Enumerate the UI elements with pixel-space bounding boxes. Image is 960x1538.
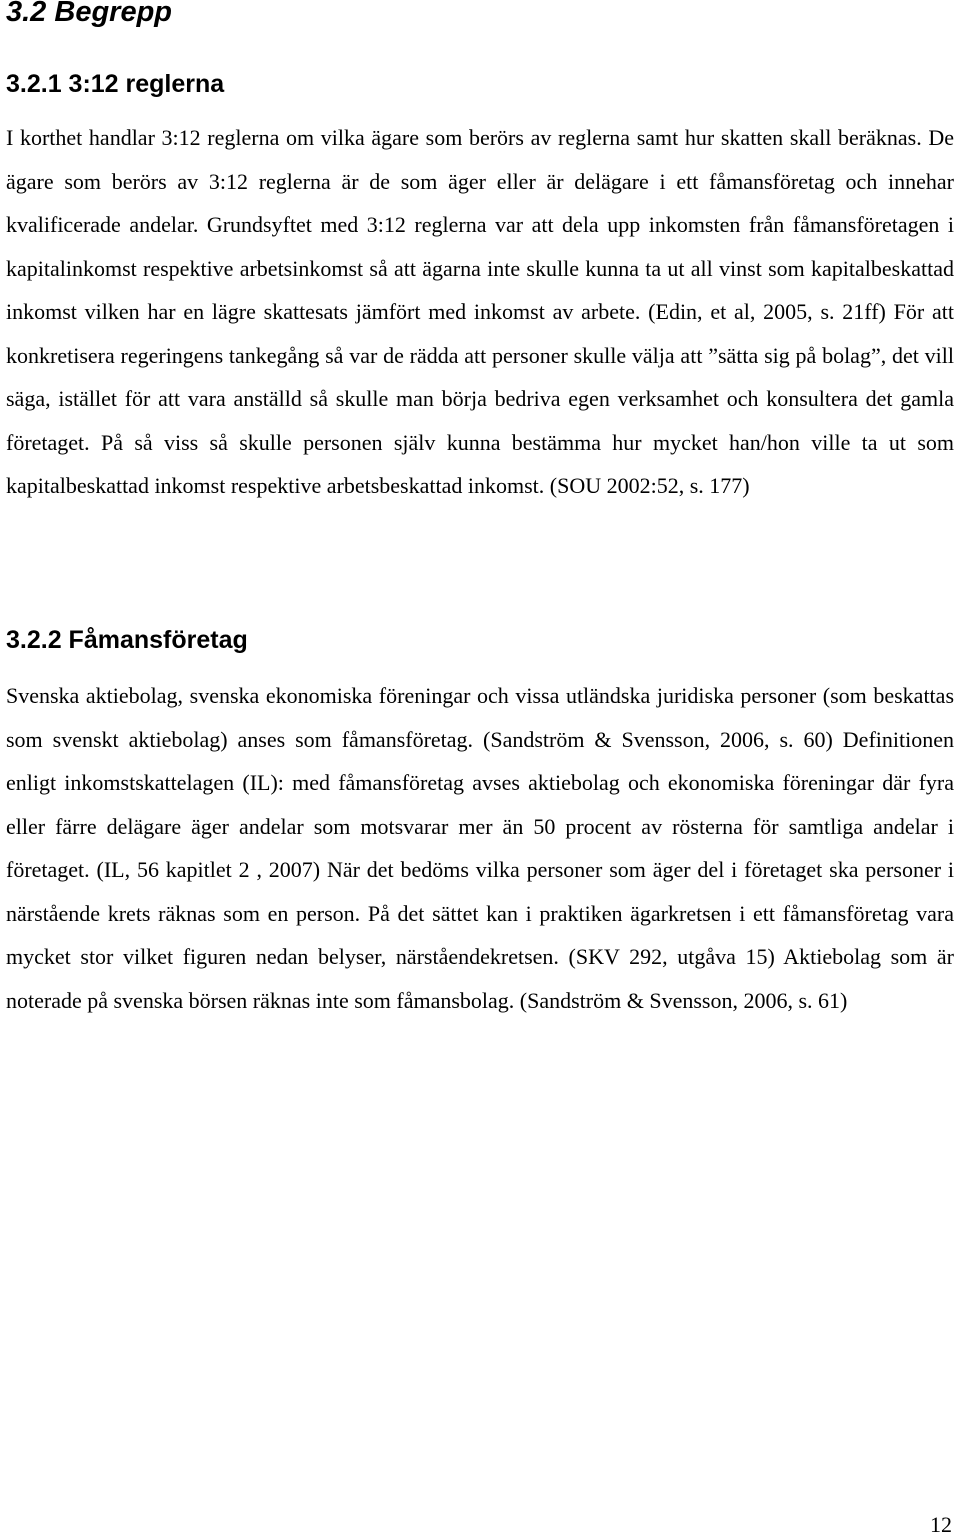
page-number: 12 [930, 1512, 952, 1537]
paragraph-famansforetag: Svenska aktiebolag, svenska ekonomiska föreningar och vissa utländska juridiska personer (som beskattas som svenskt aktiebolag) anses som fåmansföretag. (Sandström & Svensson, 2006, s. 60) Definitionen enligt inkomstskattelagen (IL): med fåmansföretag avses aktiebolag och ekonomiska föreningar där fyra eller färre delägare äger andelar som motsvarar mer än 50 procent av rösterna för samtliga andelar i företaget. (IL, 56 kapitlet 2 , 2007) När det bedöms vilka personer som äger del i företaget ska personer i närstående krets räknas som en person. På det sättet kan i praktiken ägarkretsen i ett fåmansföretag vara mycket stor vilket figuren nedan belyser, närståendekretsen. (SKV 292, utgåva 15) Aktiebolag som är noterade på svenska börsen räknas inte som fåmansbolag. (Sandström & Svensson, 2006, s. 61) [6, 683, 954, 1013]
section-title: 3.2 Begrepp [6, 0, 172, 28]
subsection-heading-famansforetag: 3.2.2 Fåmansföretag [6, 626, 248, 654]
subsection-heading-3-12-reglerna: 3.2.1 3:12 reglerna [6, 70, 225, 98]
paragraph-3-12-reglerna: I korthet handlar 3:12 reglerna om vilka ägare som berörs av reglerna samt hur skatten skall beräknas. De ägare som berörs av 3:12 reglerna är de som äger eller är delägare i ett fåmansföretag och innehar kvalificerade andelar. Grundsyftet med 3:12 reglerna var att dela upp inkomsten från fåmansföretagen i kapitalinkomst respektive arbetsinkomst så att ägarna inte skulle kunna ta ut all vinst som kapitalbeskattad inkomst vilken har en lägre skattesats jämfört med inkomst av arbete. (Edin, et al, 2005, s. 21ff) För att konkretisera regeringens tankegång så var de rädda att personer skulle välja att ”sätta sig på bolag”, det vill säga, istället för att vara anställd så skulle man börja bedriva egen verksamhet och konsultera det gamla företaget. På så viss så skulle personen själv kunna bestämma hur mycket han/hon ville ta ut som kapitalbeskattad inkomst respektive arbetsbeskattad inkomst. (SOU 2002:52, s. 177) [6, 125, 954, 498]
